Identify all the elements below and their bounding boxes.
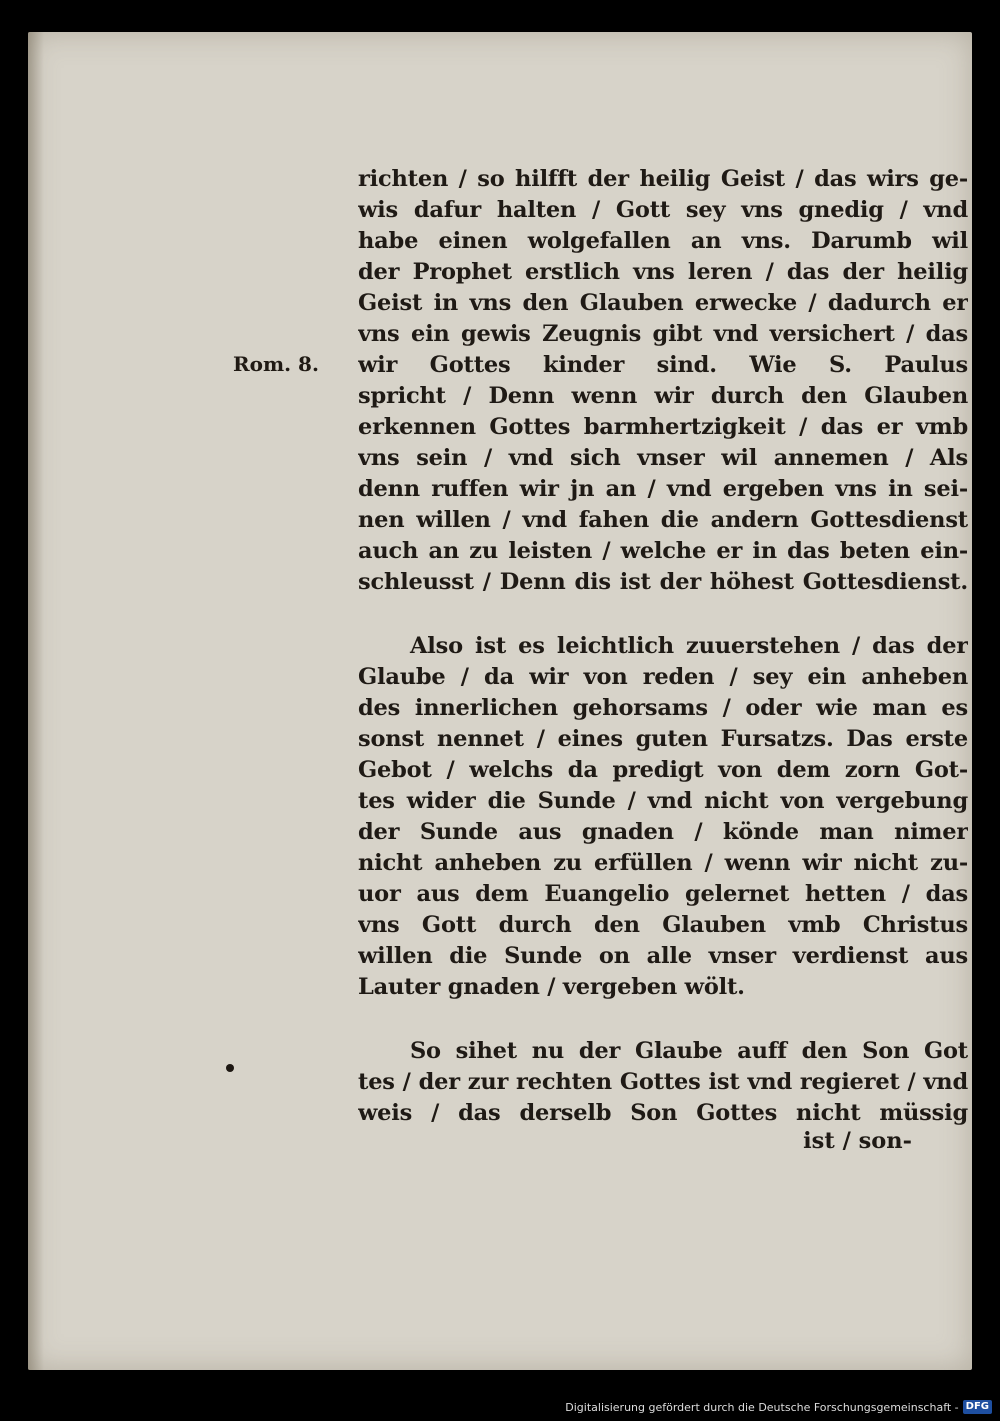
- paragraph-gap: [358, 598, 968, 631]
- paragraph: [358, 631, 968, 1003]
- paragraph-gap: [358, 1003, 968, 1036]
- text-line: wis dafur halten / Gott sey vns gnedig / vnd: [358, 197, 968, 223]
- dfg-logo-icon: DFG: [963, 1400, 992, 1414]
- margin-note: Rom. 8.: [233, 352, 319, 376]
- text-line: erkennen Gottes barmhertzigkeit / das er vmb: [358, 414, 968, 440]
- text-line: der Prophet erstlich vns leren / das der heilig: [358, 259, 968, 285]
- text-line: uor aus dem Euangelio gelernet hetten / das: [358, 881, 968, 907]
- text-line: Geist in vns den Glauben erwecke / dadurch er: [358, 290, 968, 316]
- gutter-shadow: [28, 32, 44, 1370]
- footer-credit: [565, 1399, 992, 1415]
- ink-dot: [226, 1064, 234, 1072]
- text-line: Glaube / da wir von reden / sey ein anheben: [358, 664, 968, 690]
- text-line: des innerlichen gehorsams / oder wie man es: [358, 695, 968, 721]
- text-line: vns sein / vnd sich vnser wil annemen / Als: [358, 445, 968, 471]
- text-line: spricht / Denn wenn wir durch den Glauben: [358, 383, 968, 409]
- text-line: wir Gottes kinder sind. Wie S. Paulus: [358, 352, 968, 378]
- footer-credit-text: Digitalisierung gefördert durch die Deutsche Forschungsgemeinschaft -: [565, 1400, 959, 1414]
- text-line: denn ruffen wir jn an / vnd ergeben vns in sei-: [358, 476, 968, 502]
- book-page: [28, 32, 972, 1370]
- text-line: willen die Sunde on alle vnser verdienst aus: [358, 943, 968, 969]
- main-text: [358, 164, 968, 1129]
- text-line: richten / so hilfft der heilig Geist / das wirs ge-: [358, 166, 968, 192]
- paragraph: [358, 1036, 968, 1129]
- text-line: tes wider die Sunde / vnd nicht von vergebung: [358, 788, 968, 814]
- text-line: habe einen wolgefallen an vns. Darumb wil: [358, 228, 968, 254]
- text-line: Lauter gnaden / vergeben wölt.: [358, 974, 745, 1000]
- text-line: tes / der zur rechten Gottes ist vnd regieret / vnd: [358, 1069, 968, 1095]
- text-line: Gebot / welchs da predigt von dem zorn Got-: [358, 757, 968, 783]
- text-line: vns ein gewis Zeugnis gibt vnd versichert / das: [358, 321, 968, 347]
- text-line: sonst nennet / eines guten Fursatzs. Das erste: [358, 726, 968, 752]
- text-line: nen willen / vnd fahen die andern Gottesdienst: [358, 507, 968, 533]
- text-line: weis / das derselb Son Gottes nicht müssig: [358, 1100, 968, 1126]
- text-line: auch an zu leisten / welche er in das beten ein-: [358, 538, 968, 564]
- text-line: vns Gott durch den Glauben vmb Christus: [358, 912, 968, 938]
- text-line: nicht anheben zu erfüllen / wenn wir nicht zu-: [358, 850, 968, 876]
- text-line: Also ist es leichtlich zuuerstehen / das der: [410, 633, 968, 659]
- text-line: schleusst / Denn dis ist der höhest Gottesdienst.: [358, 569, 968, 595]
- catchword: ist / son-: [803, 1128, 912, 1154]
- text-line: der Sunde aus gnaden / könde man nimer: [358, 819, 968, 845]
- text-line: So sihet nu der Glaube auff den Son Got: [410, 1038, 968, 1064]
- paragraph: [358, 164, 968, 598]
